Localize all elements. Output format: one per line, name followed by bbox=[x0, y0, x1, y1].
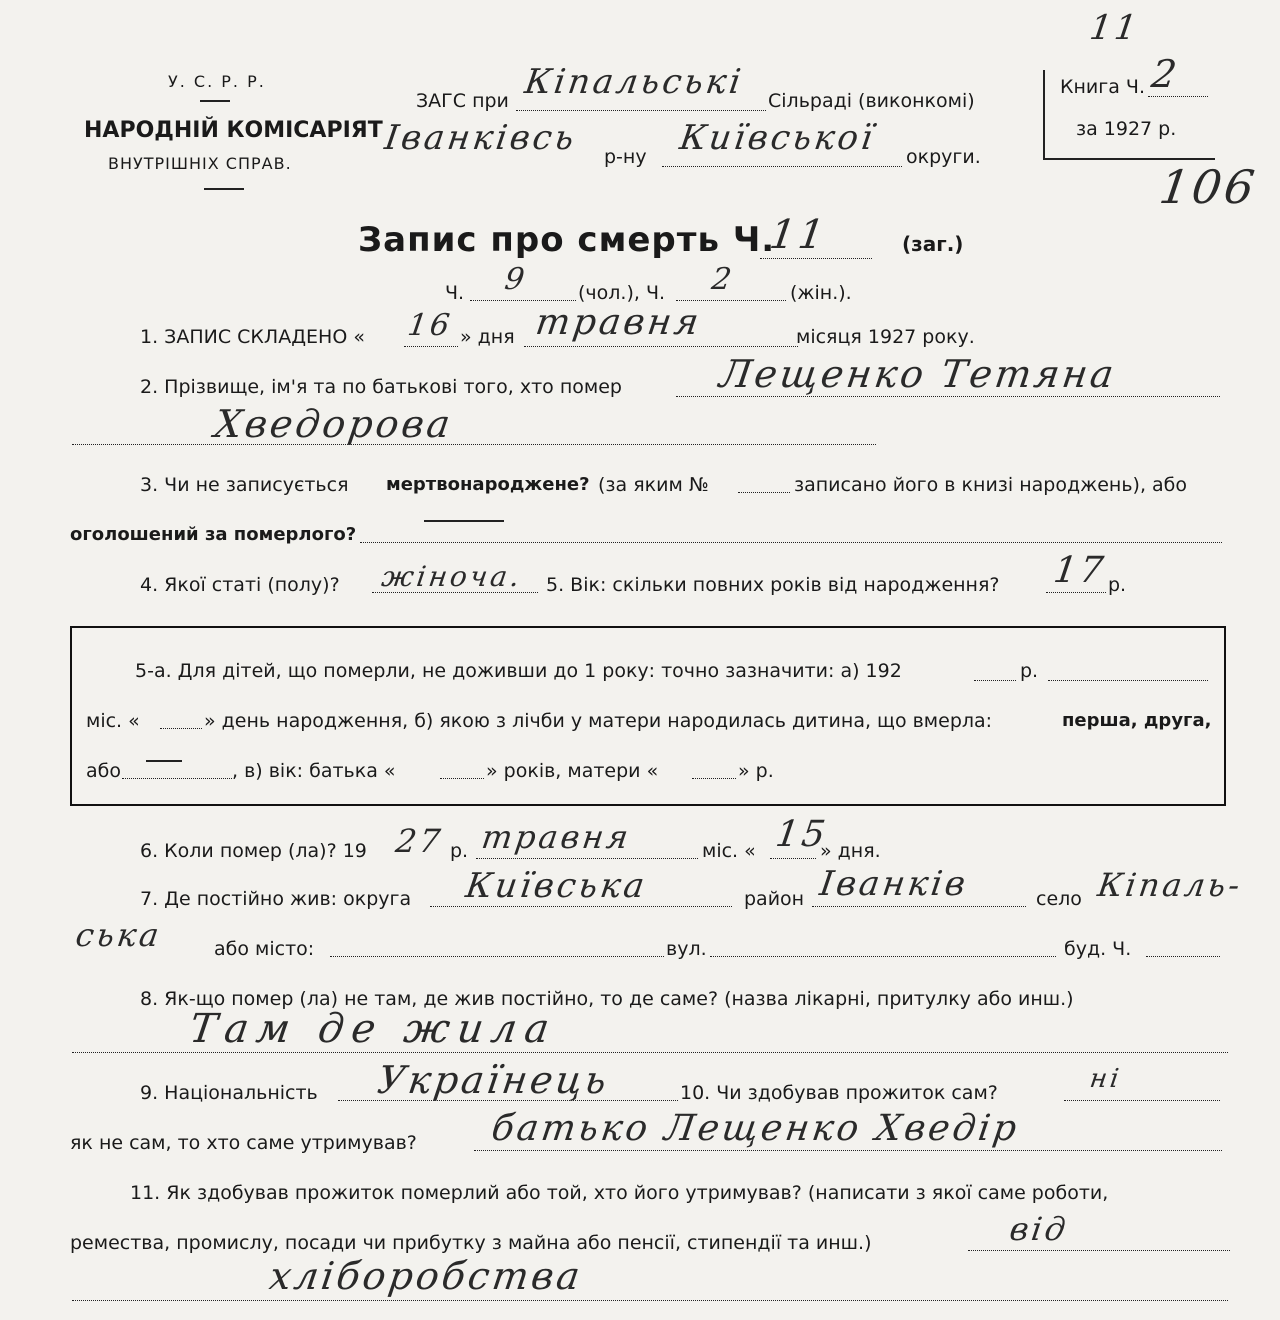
dotted-line bbox=[474, 1150, 1222, 1151]
dotted-line bbox=[72, 444, 876, 445]
q5a-line3d: » р. bbox=[738, 760, 774, 782]
district-suffix: р-ну bbox=[604, 146, 647, 168]
q5a-line2b: » день народження, б) якою з лічби у матери народилась дитина, що вмерла: bbox=[204, 710, 993, 732]
dotted-line bbox=[1148, 96, 1208, 97]
livelihood-handwritten-2: хліборобства bbox=[266, 1254, 586, 1298]
record-suffix: (заг.) bbox=[902, 232, 964, 256]
commissariat-title: НАРОДНІЙ КОМІСАРІЯТ bbox=[84, 118, 383, 143]
q6-label: 6. Коли помер (ла)? 19 bbox=[140, 840, 367, 862]
q7-label: 7. Де постійно жив: округа bbox=[140, 888, 412, 910]
residence-rayon-handwritten: Іванків bbox=[817, 864, 971, 904]
okrug-handwritten: Київської bbox=[677, 118, 878, 158]
deceased-patronymic-handwritten: Хведорова bbox=[211, 402, 456, 446]
q2-label: 2. Прізвище, ім'я та по батькові того, хто помер bbox=[140, 376, 622, 398]
residence-okrug-handwritten: Київська bbox=[463, 866, 650, 906]
q6-mis: міс. « bbox=[702, 840, 756, 862]
dotted-line bbox=[974, 680, 1016, 681]
sex-handwritten: жіноча. bbox=[379, 560, 525, 593]
ussr-label: У. С. Р. Р. bbox=[168, 72, 266, 91]
book-label: Книга Ч. bbox=[1060, 76, 1145, 98]
top-mark: 11 bbox=[1087, 8, 1143, 48]
okrug-suffix: округи. bbox=[906, 146, 981, 168]
dotted-line bbox=[430, 906, 732, 907]
dotted-line bbox=[440, 778, 484, 779]
livelihood-handwritten-1: від bbox=[1007, 1210, 1071, 1248]
q1-mid: » дня bbox=[460, 326, 515, 348]
supporter-handwritten: батько Лещенко Хведір bbox=[489, 1108, 1022, 1149]
q5a-line2a: міс. « bbox=[86, 710, 140, 732]
q1-suffix: місяця 1927 року. bbox=[796, 326, 975, 348]
q7-bud: буд. Ч. bbox=[1064, 938, 1132, 960]
district-handwritten: Іванківсь bbox=[382, 118, 580, 158]
residence-village-handwritten: Кіпаль- bbox=[1095, 866, 1245, 904]
dotted-line bbox=[122, 778, 232, 779]
q7-selo: село bbox=[1036, 888, 1082, 910]
female-count-handwritten: 2 bbox=[709, 262, 737, 297]
nationality-handwritten: Українець bbox=[374, 1058, 613, 1102]
commissariat-subtitle: ВНУТРІШНІХ СПРАВ. bbox=[108, 154, 292, 173]
dotted-line bbox=[968, 1250, 1230, 1251]
q5a-line3c: » років, матери « bbox=[486, 760, 659, 782]
self-supporting-handwritten: ні bbox=[1087, 1064, 1124, 1094]
book-year: за 1927 р. bbox=[1076, 118, 1177, 140]
divider bbox=[204, 188, 244, 190]
q11-line1: 11. Як здобував прожиток померлий або той, хто його утримував? (написати з якої саме роботи, bbox=[130, 1182, 1109, 1204]
dotted-line bbox=[476, 858, 698, 859]
q3-label-part2: (за яким № bbox=[598, 474, 709, 496]
dotted-line bbox=[524, 346, 798, 347]
q1-prefix: 1. ЗАПИС СКЛАДЕНО « bbox=[140, 326, 365, 348]
margin-number: 106 bbox=[1156, 160, 1261, 214]
dotted-line bbox=[676, 300, 786, 301]
dotted-line bbox=[470, 300, 576, 301]
dotted-line bbox=[812, 906, 1026, 907]
q11-line2: ремества, промислу, посади чи прибутку з майна або пенсії, стипендії та инш.) bbox=[70, 1232, 872, 1254]
q5a-line3a: або bbox=[86, 760, 121, 782]
dotted-line bbox=[662, 166, 902, 167]
dotted-line bbox=[1046, 592, 1106, 593]
q7-vul: вул. bbox=[666, 938, 707, 960]
q6-r: р. bbox=[450, 840, 469, 862]
q1-day-handwritten: 16 bbox=[405, 308, 455, 343]
counts-prefix: Ч. bbox=[445, 282, 465, 304]
q4-label: 4. Якої статі (полу)? bbox=[140, 574, 340, 596]
dotted-line bbox=[1064, 1100, 1220, 1101]
dotted-line bbox=[516, 110, 766, 111]
q5a-line3b: , в) вік: батька « bbox=[232, 760, 396, 782]
dotted-line bbox=[1146, 956, 1220, 957]
dash-mark bbox=[424, 520, 504, 522]
q5a-line1-end: р. bbox=[1020, 660, 1039, 682]
dash-mark bbox=[146, 760, 182, 762]
zags-prefix: ЗАГС при bbox=[416, 90, 509, 112]
q3-label-part1: 3. Чи не записується bbox=[140, 474, 349, 496]
death-month-handwritten: травня bbox=[479, 818, 634, 856]
zags-suffix: Сільраді (виконкомі) bbox=[768, 90, 975, 112]
q5a-line1: 5-а. Для дітей, що померли, не доживши до 1 року: точно зазначити: а) 192 bbox=[135, 660, 902, 682]
dotted-line bbox=[72, 1052, 1228, 1053]
dotted-line bbox=[160, 728, 202, 729]
male-count-handwritten: 9 bbox=[502, 262, 530, 297]
dotted-line bbox=[692, 778, 736, 779]
age-handwritten: 17 bbox=[1051, 550, 1109, 591]
q7-rayon: район bbox=[744, 888, 805, 910]
dotted-line bbox=[760, 258, 872, 259]
q6-end: » дня. bbox=[820, 840, 881, 862]
record-number-handwritten: 11 bbox=[766, 212, 831, 258]
q3-stillborn: мертвонароджене? bbox=[386, 474, 590, 495]
death-place-handwritten: Там де жила bbox=[186, 1006, 560, 1052]
book-number-handwritten: 2 bbox=[1148, 52, 1183, 96]
dotted-line bbox=[676, 396, 1220, 397]
q5a-birth-order: перша, друга, bbox=[1062, 710, 1212, 731]
q3-declared-dead: оголошений за померлого? bbox=[70, 524, 357, 545]
female-suffix: (жін.). bbox=[790, 282, 852, 304]
book-box-bottom bbox=[1043, 158, 1215, 160]
dotted-line bbox=[330, 956, 664, 957]
divider bbox=[200, 100, 230, 102]
zags-village-handwritten: Кіпальські bbox=[522, 62, 747, 102]
age-suffix: р. bbox=[1108, 574, 1127, 596]
record-title: Запис про смерть Ч. bbox=[358, 220, 776, 260]
q10-supporter-label: як не сам, то хто саме утримував? bbox=[70, 1132, 417, 1154]
q8-label: 8. Як-що помер (ла) не там, де жив постійно, то де саме? (назва лікарні, притулку або инш.) bbox=[140, 988, 1074, 1010]
dotted-line bbox=[360, 542, 1222, 543]
dotted-line bbox=[738, 492, 790, 493]
deceased-name-handwritten: Лещенко Тетяна bbox=[716, 352, 1120, 396]
death-year-handwritten: 27 bbox=[393, 822, 446, 860]
q5-label: 5. Вік: скільки повних років від народження? bbox=[546, 574, 1000, 596]
death-day-handwritten: 15 bbox=[773, 814, 831, 855]
dotted-line bbox=[710, 956, 1056, 957]
residence-village-handwritten-cont: ська bbox=[73, 916, 165, 954]
q1-month-handwritten: травня bbox=[533, 302, 705, 343]
q7-misto: або місто: bbox=[214, 938, 315, 960]
q3-label-part3: записано його в книзі народжень), або bbox=[794, 474, 1188, 496]
book-box-border bbox=[1043, 70, 1045, 158]
dotted-line bbox=[770, 858, 816, 859]
dotted-line bbox=[1048, 680, 1208, 681]
male-suffix: (чол.), Ч. bbox=[578, 282, 666, 304]
q9-label: 9. Національність bbox=[140, 1082, 318, 1104]
dotted-line bbox=[404, 346, 458, 347]
q10-label: 10. Чи здобував прожиток сам? bbox=[680, 1082, 998, 1104]
dotted-line bbox=[72, 1300, 1228, 1301]
